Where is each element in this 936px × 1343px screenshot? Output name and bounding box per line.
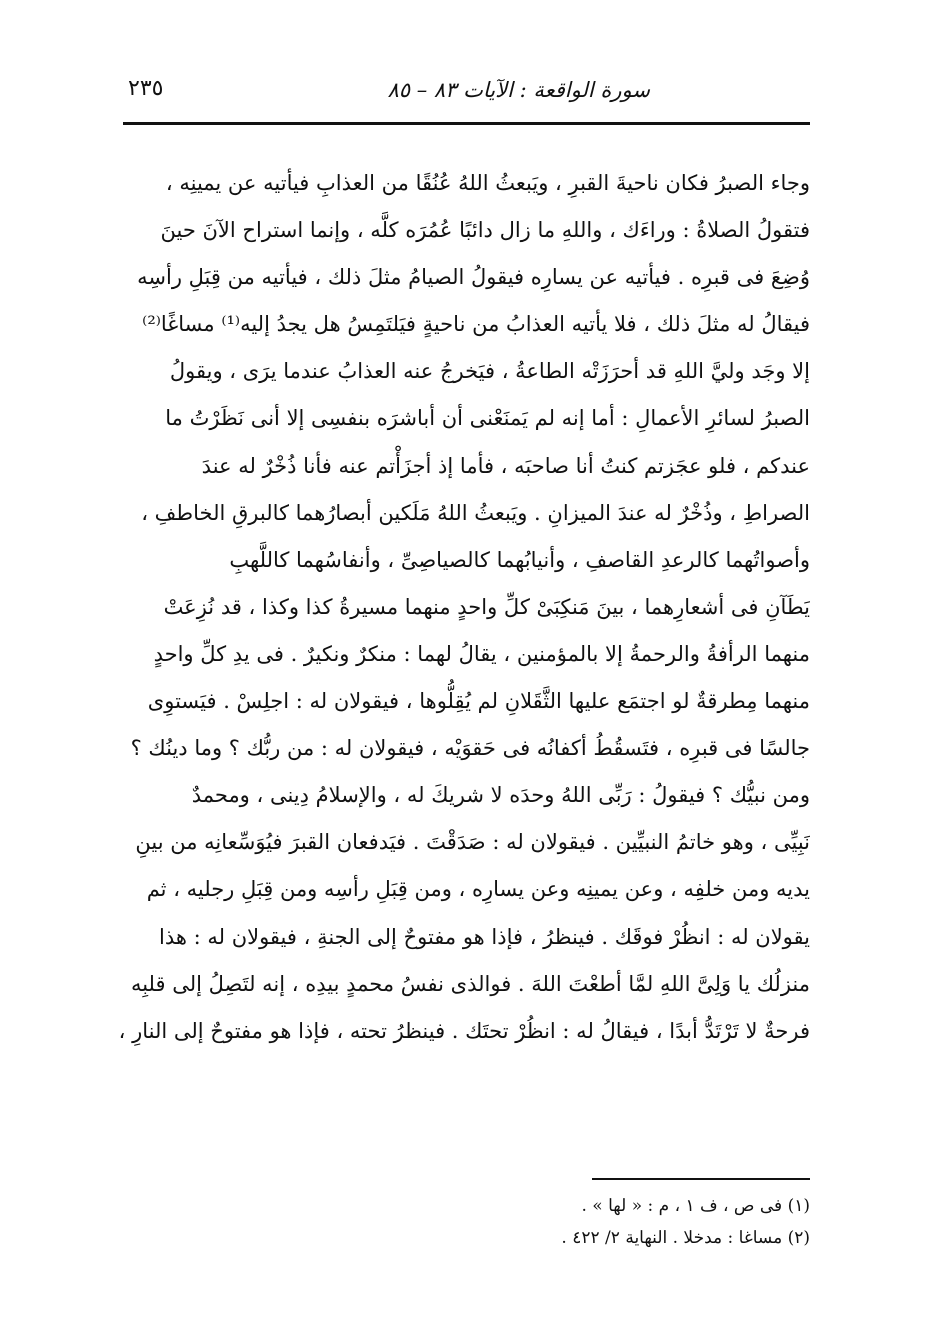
- text-line: يَطَآنِ فى أشعارِهما ، بينَ مَنكِبَىْ كلِّ واحدٍ منهما مسيرةُ كذا وكذا ، قد نُزِعَتْ: [163, 594, 810, 619]
- text-line: فتقولُ الصلاةُ : وراءَك ، واللهِ ما زال دائبًا عُمُرَه كلَّه ، وإنما استراح الآنَ حينَ: [160, 218, 810, 243]
- text-line: يقولان له : انظُرْ فوقَك . فينظرُ ، فإذا هو مفتوحٌ إلى الجنةِ ، فيقولان له : هذا: [159, 924, 810, 949]
- text-line: منهما مِطرقةٌ لو اجتمَع عليها الثَّقَلانِ لم يُقِلُّوها ، فيقولان له : اجلِسْ . فيَستوِى: [147, 689, 810, 714]
- text-line: إلا وجَد وليَّ اللهِ قد أحرَزَتْه الطاعةُ ، فيَخرجُ عنه العذابُ عندما يرَى ، ويقولُ: [169, 359, 810, 384]
- text-line: منزلُك يا وَلِىَّ اللهِ لمَّا أطعْتَ اللهَ . فوالذى نفسُ محمدٍ بيدِه ، إنه لتَصِلُ إلى قلبِه: [130, 971, 810, 996]
- text-line: الصراطِ ، وذُخْرٌ له عندَ الميزانِ . ويَبعثُ اللهُ مَلَكين أبصارُهما كالبرقِ الخاطفِ ،: [141, 500, 810, 525]
- footnote: (١) فى ص ، ف ١ ، م : « لها » .: [581, 1196, 810, 1216]
- header-rule: [123, 122, 810, 125]
- text-line: منهما الرأفةُ والرحمةُ إلا بالمؤمنين ، يقالُ لهما : منكرٌ ونكيرٌ . فى يدِ كلِّ واحدٍ: [153, 641, 810, 666]
- text-line: عندكم ، فلو عجَزتم كنتُ أنا صاحبَه ، فأما إذ أجزَأْتم عنه فأنا ذُخْرٌ له عندَ: [201, 453, 810, 478]
- page-number: ٢٣٥: [128, 76, 164, 101]
- footnote-rule: [592, 1178, 810, 1180]
- text-line: نَبِيِّى ، وهو خاتمُ النبيِّين . فيقولان له : صَدَقْتَ . فيَدفعان القبرَ فيُوَسِّعانِه من بينِ: [135, 830, 810, 855]
- body-text: [118, 160, 810, 1055]
- text-line: ومن نبيُّك ؟ فيقولُ : رَبِّى اللهُ وحدَه لا شريكَ له ، والإسلامُ دِينى ، ومحمدٌ: [191, 783, 810, 808]
- text-line: وُضِعَ فى قبرِه . فيأتيه عن يسارِه فيقولُ الصيامُ مثلَ ذلك ، فيأتيه من قِبَلِ رأسِه: [137, 265, 810, 290]
- text-line: فيقالُ له مثلَ ذلك ، فلا يأتيه العذابُ من ناحيةٍ فيَلتَمِسُ هل يجدُ إليه⁽¹⁾ مساغًا⁽²⁾: [142, 312, 810, 337]
- text-line: الصبرُ لسائرِ الأعمالِ : أما إنه لم يَمنَعْنى أن أباشرَه بنفسِى إلا أنى نَظَرْتُ ما: [165, 406, 810, 431]
- text-line: يديه ومن خلفِه ، وعن يمينِه وعن يسارِه ، ومن قِبَلِ رأسِه ومن قِبَلِ رجليه ، ثم: [146, 877, 810, 902]
- text-line: وجاء الصبرُ فكان ناحيةَ القبرِ ، ويَبعثُ اللهُ عُنُقًا من العذابِ فيأتيه عن يمينِه ،: [165, 171, 810, 195]
- footnote: (٢) مساغا : مدخلا . النهاية ٢/ ٤٢٢ .: [561, 1228, 810, 1248]
- footnotes: [300, 1190, 810, 1254]
- text-line: جالسًا فى قبرِه ، فتَسقُطُ أكفانُه فى حَقوَيْه ، فيقولان له : من ربُّك ؟ وما دينُك ؟: [130, 736, 810, 761]
- text-line: فرحةٌ لا تَرْتَدُّ أبدًا ، فيقالُ له : انظُرْ تحتَك . فينظرُ تحته ، فإذا هو مفتوحٌ إلى النارِ ،: [118, 1018, 810, 1043]
- running-title: سورة الواقعة : الآيات ٨٣ – ٨٥: [387, 78, 650, 102]
- text-line: وأصواتُهما كالرعدِ القاصفِ ، وأنيابُهما كالصياصِىِّ ، وأنفاسُهما كاللَّهبِ: [229, 547, 810, 572]
- page-header: [120, 70, 810, 110]
